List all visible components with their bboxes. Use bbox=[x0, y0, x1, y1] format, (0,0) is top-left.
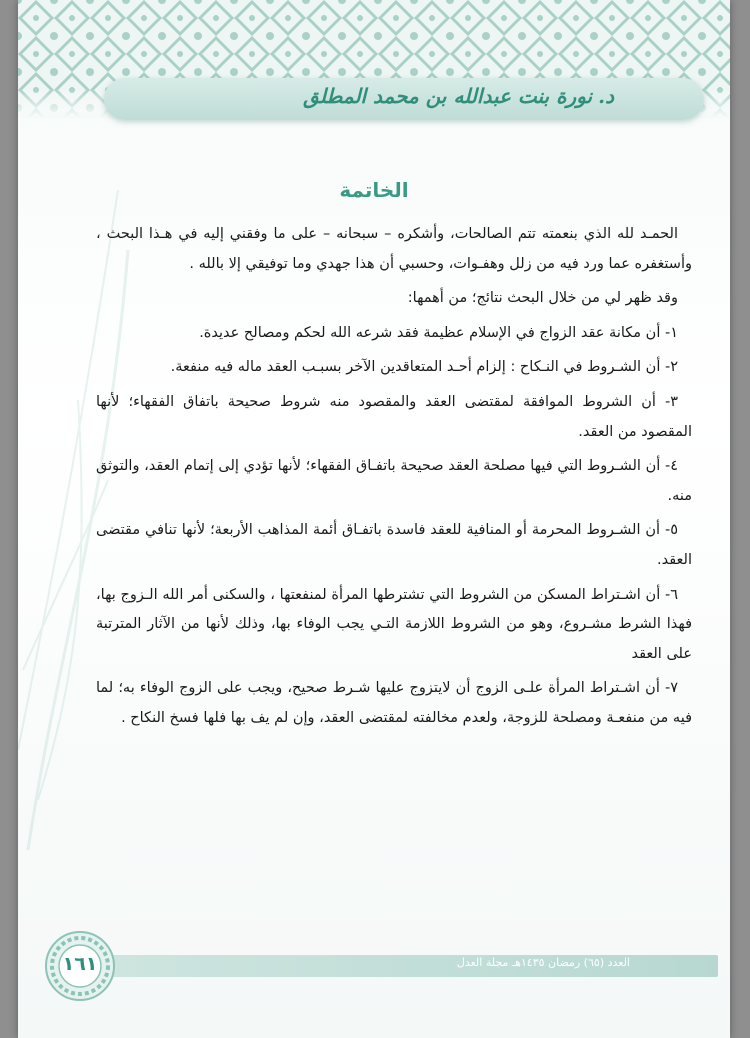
header-bar bbox=[104, 78, 704, 120]
paragraph-intro: الحمـد لله الذي بنعمته تتم الصالحات، وأشكره – سبحانه – على ما وفقني إليه في هـذا البحث ، وأستغفره عما ورد فيه من زلل وهفـوات، وحسبي أن هذا جهدي وما توفيقي إلا بالله . bbox=[96, 226, 692, 272]
document-page bbox=[18, 0, 730, 1038]
result-item-7: ٧- أن اشـتراط المرأة علـى الزوج أن لايتزوج عليها شـرط صحيح، ويجب على الزوج الوفاء به؛ لما فيه من منفعـة ومصلحة للزوجة، ولعدم مخالفته لمقتضى العقد، وإن لم يف بها فلها فسخ النكاح . bbox=[96, 680, 692, 726]
result-item-6: ٦- أن اشـتراط المسكن من الشروط التي تشترطها المرأة لمنفعتها ، والسكنى أمر الله الـزوج بها، فهذا الشرط مشـروع، وهو من الشروط اللازمة التـي يجب الوفاء بها، وذلك لأنها من الآثار المترتبة على العقد bbox=[96, 586, 692, 662]
result-item-1: ١- أن مكانة عقد الزواج في الإسلام عظيمة فقد شرعه الله لحكم ومصالح عديدة. bbox=[199, 324, 678, 341]
paragraph-results-lead: وقد ظهر لي من خلال البحث نتائج؛ من أهمها: bbox=[407, 290, 678, 307]
page-number: ١٦١ bbox=[62, 953, 98, 975]
result-item-3: ٣- أن الشروط الموافقة لمقتضى العقد والمقصود منه شروط صحيحة باتفاق الفقهاء؛ لأنها المقصود من العقد. bbox=[96, 393, 692, 440]
author-name-text: نورة بنت عبدالله بن محمد المطلق bbox=[303, 84, 593, 108]
result-item-4: ٤- أن الشـروط التي فيها مصلحة العقد صحيحة باتفـاق الفقهاء؛ لأنها تؤدي إلى إتمام العقد، والتوثق منه. bbox=[96, 458, 692, 504]
section-title: الخاتمة bbox=[339, 178, 409, 202]
conclusion-body bbox=[96, 220, 692, 739]
result-item-5: ٥- أن الشـروط المحرمة أو المنافية للعقد فاسدة باتفـاق أئمة المذاهب الأربعة؛ لأنها تنافي مقتضى العقد. bbox=[96, 522, 692, 568]
author-name bbox=[303, 84, 614, 108]
author-prefix: د. bbox=[598, 84, 614, 108]
issue-info: العدد (٦٥) رمضان ١٤٣٥هـ مجلة العدل bbox=[456, 956, 630, 969]
result-item-2: ٢- أن الشـروط في النـكاح : إلزام أحـد المتعاقدين الآخر بسبـب العقد ماله فيه منفعة. bbox=[170, 359, 678, 376]
